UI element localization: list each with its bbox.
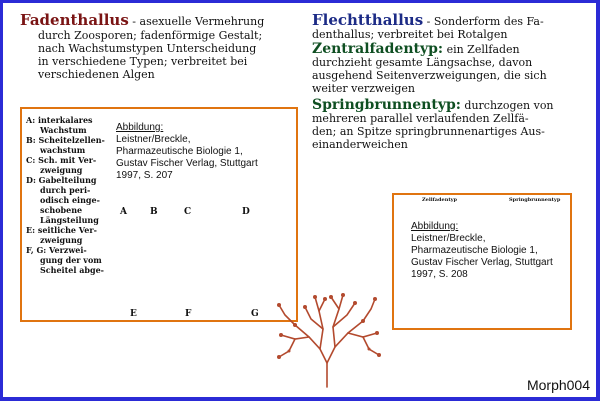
legend-line: E: seitliche Ver- [26,225,97,235]
figure-letter-a: A [120,207,127,217]
legend-line: Scheitel abge- [40,265,104,275]
left-intro-line: in verschiedene Typen; verbreitet bei [38,55,248,68]
left-intro-line: - asexuelle Vermehrung [128,15,265,28]
figure-letter-e: E [130,309,137,319]
caption-line: 1997, S. 208 [411,269,468,280]
left-caption [116,122,258,182]
growth-types-box [20,107,298,322]
spring-line: mehreren parallel verlaufenden Zellfä- [312,112,529,125]
caption-line: Pharmazeutische Biologie 1, [116,146,243,157]
right-intro [312,11,592,151]
left-intro-line: nach Wachstumstypen Unterscheidung [38,42,257,55]
zentral-line: ausgehend Seitenverzweigungen, die sich [312,69,547,82]
caption-line: Gustav Fischer Verlag, Stuttgart [411,257,553,268]
legend-line: gung der vom [40,255,102,265]
legend-line: durch peri- [40,185,91,195]
right-caption [411,221,553,281]
zellfadentyp-label: Zellfadentyp [422,197,458,203]
legend-line: Wachstum [40,125,87,135]
figure-letter-f: F [185,309,192,319]
type-labels [422,197,572,203]
thallus-types-box [392,193,572,330]
right-intro-line: - Sonderform des Fa- [423,15,544,28]
fadenthallus-title: Fadenthallus [20,11,129,29]
caption-line: Gustav Fischer Verlag, Stuttgart [116,158,258,169]
zentral-line: ein Zellfaden [443,43,520,56]
zentralfadentyp-title: Zentralfadentyp: [312,41,444,57]
spring-line: durchzogen von [460,99,554,112]
left-intro-line: durch Zoosporen; fadenförmige Gestalt; [38,29,263,42]
spring-line: den; an Spitze springbrunnenartiges Aus- [312,125,545,138]
growth-legend [26,115,106,275]
spring-line: einanderweichen [312,138,408,151]
legend-line: D: Gabelteilung [26,175,97,185]
caption-line: Leistner/Breckle, [116,134,191,145]
caption-title: Abbildung: [116,122,164,133]
zentral-line: weiter verzweigen [312,82,415,95]
figure-letter-d: D [242,207,250,217]
legend-line: wachstum [40,145,86,155]
figure-letter-g: G [251,309,259,319]
flechtthallus-title: Flechtthallus [312,11,424,29]
springbrunnentyp-title: Springbrunnentyp: [312,97,461,113]
springbrunnentyp-label: Springbrunnentyp [509,197,561,203]
legend-line: schobene [40,205,83,215]
caption-line: Leistner/Breckle, [411,233,486,244]
right-intro-line: denthallus; verbreitet bei Rotalgen [312,28,508,41]
legend-line: F, G: Verzwei- [26,245,87,255]
slide-id: Morph004 [526,377,590,393]
left-intro [20,11,305,81]
figure-letter-c: C [184,207,192,217]
legend-line: odisch einge- [40,195,100,205]
legend-line: zweigung [40,165,83,175]
legend-line: B: Scheitelzellen- [26,135,105,145]
caption-title: Abbildung: [411,221,459,232]
zentral-line: durchzieht gesamte Längsachse, davon [312,56,533,69]
left-intro-line: verschiedenen Algen [38,68,155,81]
legend-line: A: interkalares [26,115,93,125]
figure-letter-b: B [150,207,158,217]
legend-line: zweigung [40,235,83,245]
caption-line: 1997, S. 207 [116,170,173,181]
caption-line: Pharmazeutische Biologie 1, [411,245,538,256]
legend-line: C: Sch. mit Ver- [26,155,97,165]
red-alga-illustration [265,285,390,390]
legend-line: Längsteilung [40,215,99,225]
